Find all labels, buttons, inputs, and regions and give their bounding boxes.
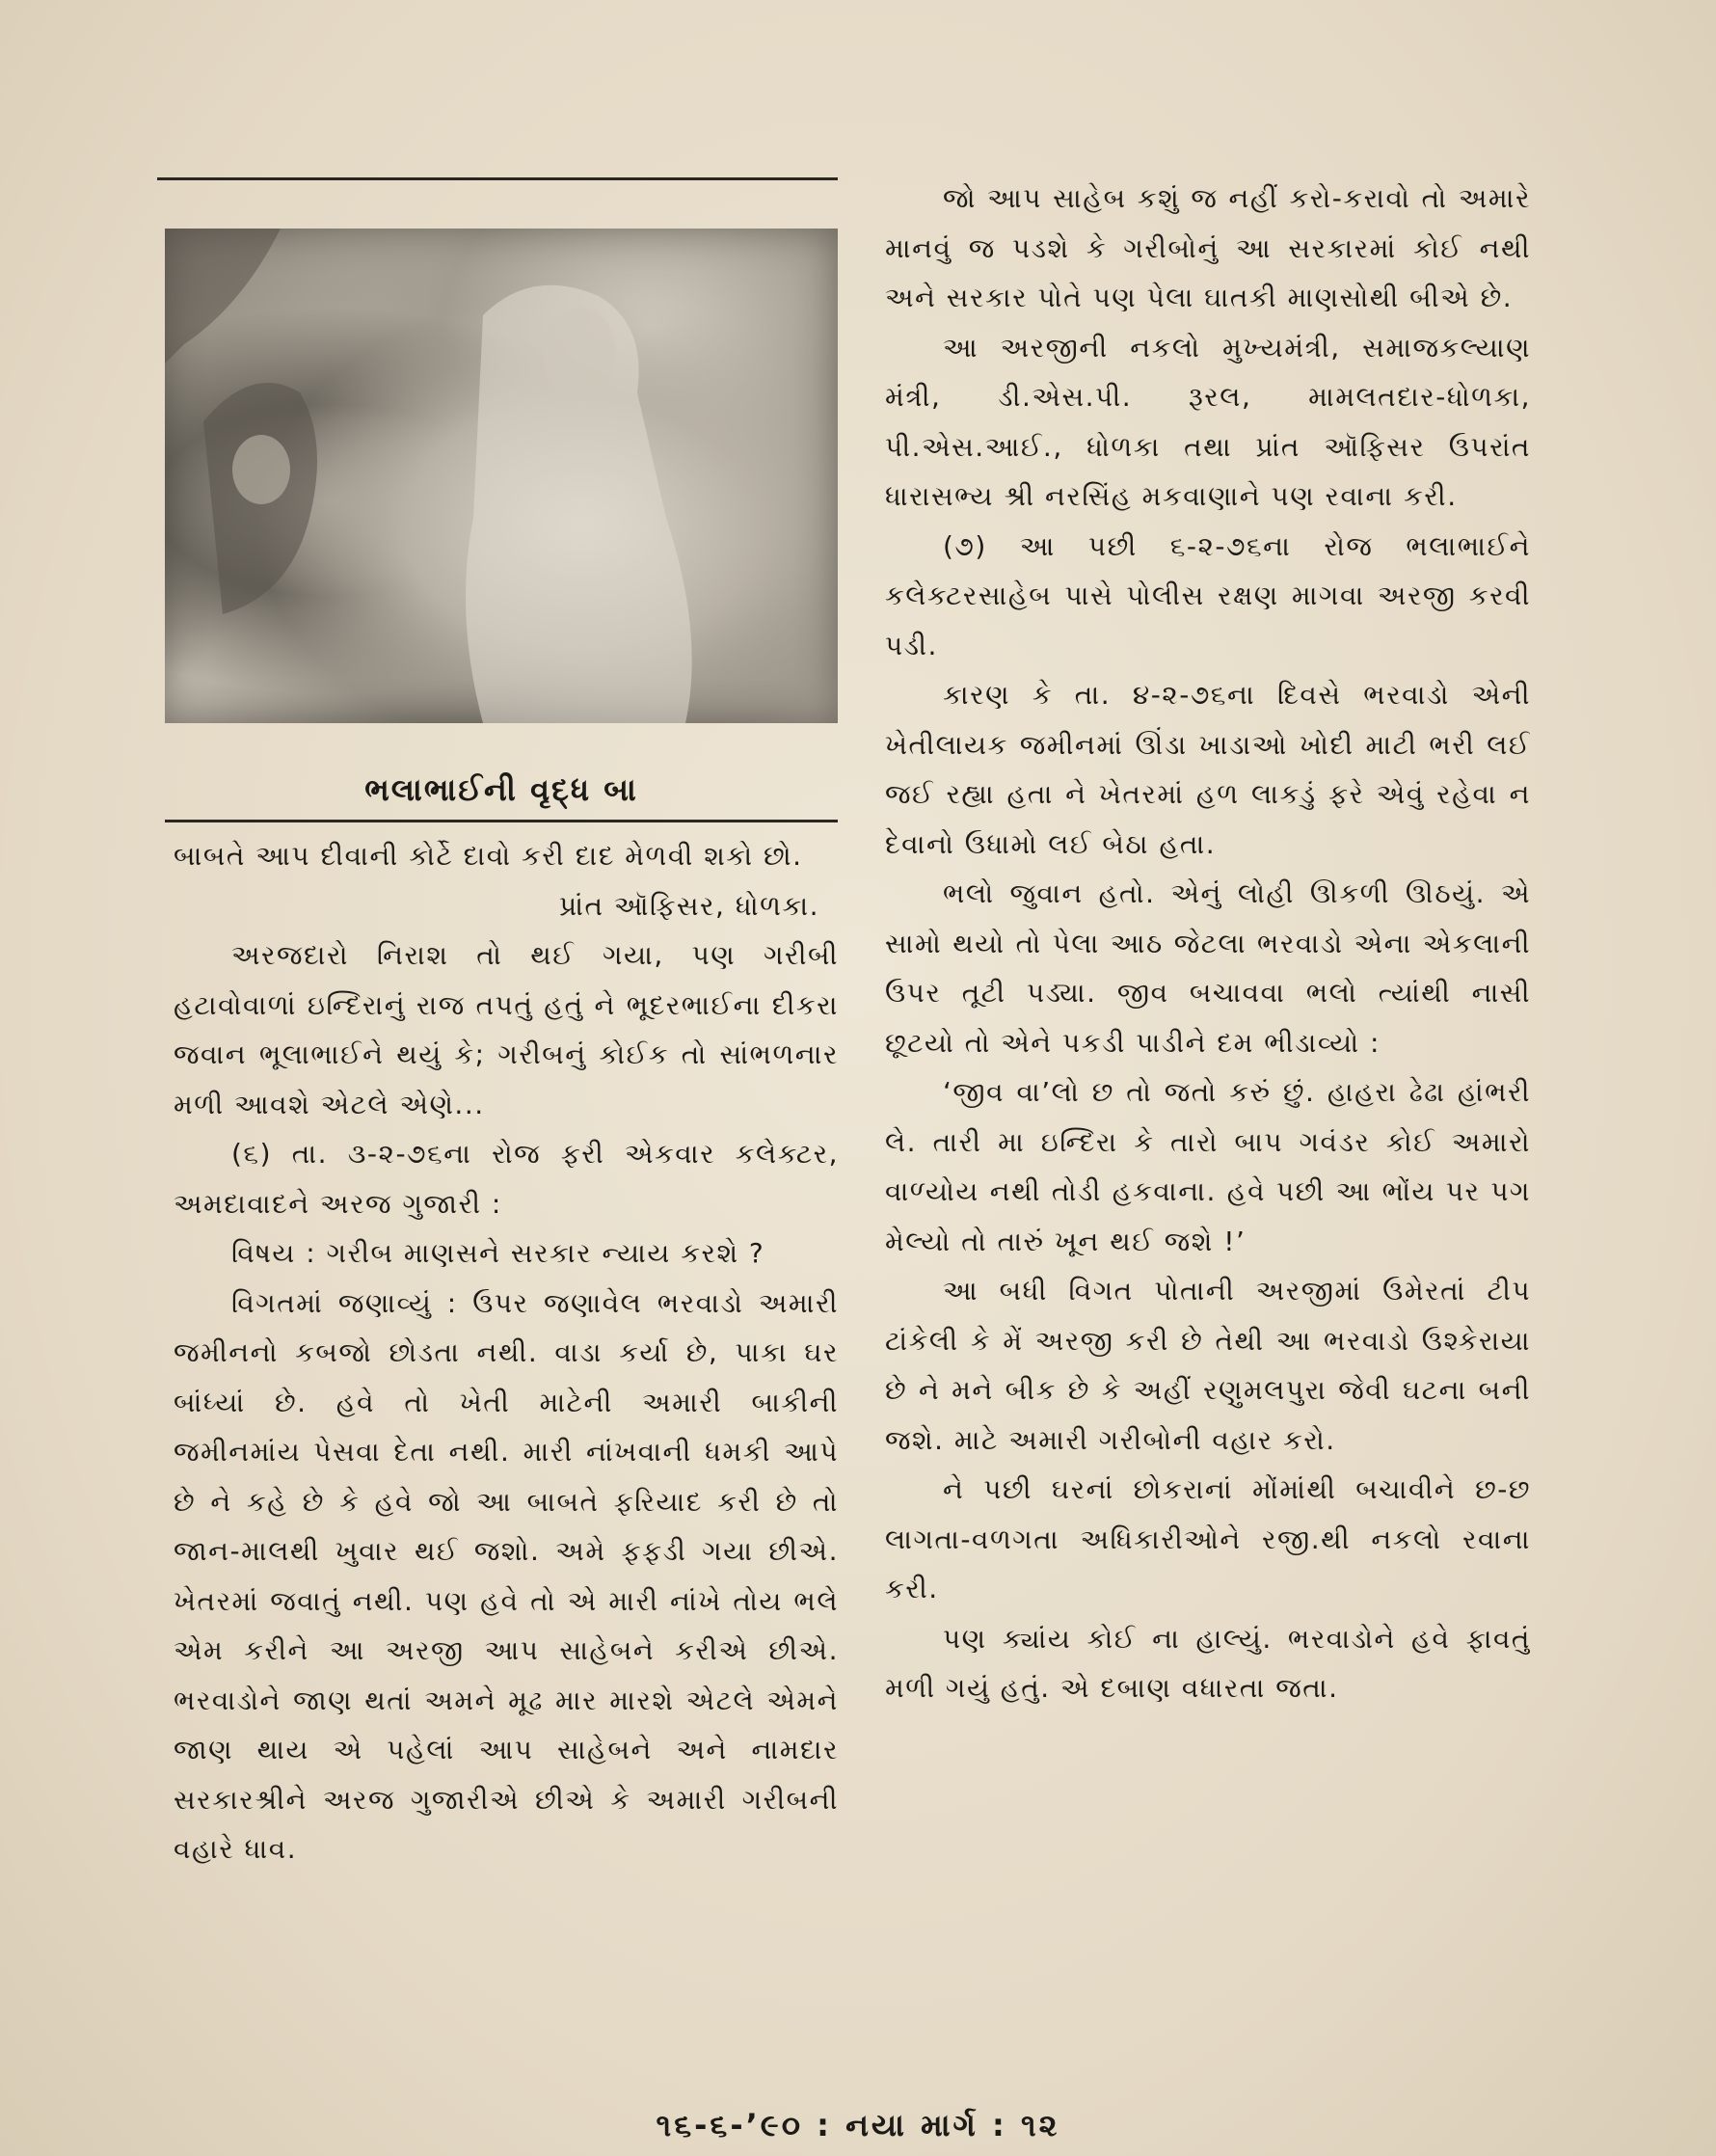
left-column (174, 831, 839, 1874)
top-rule (157, 177, 838, 180)
photo-figure (165, 229, 838, 723)
paragraph: વિગતમાં જણાવ્યું : ઉપર જણાવેલ ભરવાડો અમારી જમીનનો કબજો છોડતા નથી. વાડા કર્યા છે, પાકા ઘર બાંધ્યાં છે. હવે તો ખેતી માટેની અમારી બાકીની જમીનમાંય પેસવા દેતા નથી. મારી નાંખવાની ધમકી આપે છે ને કહે છે કે હવે જો આ બાબતે ફરિયાદ કરી છે તો જાન-માલથી ખુવાર થઈ જશો. અમે ફફડી ગયા છીએ. ખેતરમાં જવાતું નથી. પણ હવે તો એ મારી નાંખે તોય ભલે એમ કરીને આ અરજી આપ સાહેબને કરીએ છીએ. ભરવાડોને જાણ થતાં અમને મૂઢ માર મારશે એટલે એમને જાણ થાય એ પહેલાં આપ સાહેબને અને નામદાર સરકારશ્રીને અરજ ગુજારીએ છીએ કે અમારી ગરીબની વહારે ધાવ. (174, 1286, 839, 1865)
subject-line: વિષય : ગરીબ માણસને સરકાર ન્યાય કરશે ? (231, 1237, 765, 1269)
paragraph: ભલો જુવાન હતો. એનું લોહી ઊકળી ઊઠયું. એ સામો થયો તો પેલા આઠ જેટલા ભરવાડો એના એકલાની ઉપર તૂટી પડ્યા. જીવ બચાવવા ભલો ત્યાંથી નાસી છૂટયો તો એને પકડી પાડીને દમ ભીડાવ્યો : (885, 877, 1531, 1059)
paragraph: પણ ક્યાંય કોઈ ના હાલ્યું. ભરવાડોને હવે ફાવતું મળી ગયું હતું. એ દબાણ વધારતા જતા. (885, 1622, 1531, 1704)
photo-old-woman (165, 229, 838, 723)
paragraph: અરજદારો નિરાશ તો થઈ ગયા, પણ ગરીબી હટાવોવાળાં ઇન્દિરાનું રાજ તપતું હતું ને ભૂદરભાઈના દીકરા જવાન ભૂલાભાઈને થયું કે; ગરીબનું કોઈક તો સાંભળનાર મળી આવશે એટલે એણે... (174, 939, 839, 1120)
signature-line: પ્રાંત ઑફિસર, ધોળકા. (558, 889, 819, 922)
paragraph: કારણ કે તા. ૪-૨-૭૬ના દિવસે ભરવાડો એની ખેતીલાયક જમીનમાં ઊંડા ખાડાઓ ખોદી માટી ભરી લઈ જઈ રહ્યા હતા ને ખેતરમાં હળ લાકડું ફરે એવું રહેવા ન દેવાનો ઉધામો લઈ બેઠા હતા. (885, 679, 1531, 860)
paragraph: ને પછી ઘરનાં છોકરાનાં મોંમાંથી બચાવીને છ-છ લાગતા-વળગતા અધિકારીઓને રજી.થી નકલો રવાના કરી. (885, 1473, 1531, 1604)
paragraph: આ બધી વિગત પોતાની અરજીમાં ઉમેરતાં ટીપ ટાંકેલી કે મેં અરજી કરી છે તેથી આ ભરવાડો ઉશ્કેરાયા છે ને મને બીક છે કે અહીં રણુમલપુરા જેવી ઘટના બની જશે. માટે અમારી ગરીબોની વહાર કરો. (885, 1275, 1531, 1456)
paragraph: બાબતે આપ દીવાની કોર્ટે દાવો કરી દાદ મેળવી શકો છો. (174, 840, 803, 872)
paragraph: આ અરજીની નકલો મુખ્યમંત્રી, સમાજકલ્યાણ મંત્રી, ડી.એસ.પી. રૂરલ, મામલતદાર-ધોળકા, પી.એસ.આઈ., ધોળકા તથા પ્રાંત ઑફિસર ઉપરાંત ધારાસભ્ય શ્રી નરસિંહ મકવાણાને પણ રવાના કરી. (885, 331, 1531, 512)
photo-caption: ભલાભાઈની વૃદ્ધ બા (364, 771, 638, 808)
quote-paragraph: ‘જીવ વા’લો છ તો જતો કરું છું. હાહરા ઢેઢા હાંભરી લે. તારી મા ઇન્દિરા કે તારો બાપ ગવંડર કોઈ અમારો વાળ્યોય નથી તોડી હકવાના. હવે પછી આ ભોંય પર પગ મેલ્યો તો તારું ખૂન થઈ જશે !’ (885, 1076, 1531, 1257)
paragraph: (૭) આ પછી ૬-૨-૭૬ના રોજ ભલાભાઈને કલેક્ટરસાહેબ પાસે પોલીસ રક્ષણ માગવા અરજી કરવી પડી. (885, 529, 1531, 661)
paragraph: જો આપ સાહેબ કશું જ નહીં કરો-કરાવો તો અમારે માનવું જ પડશે કે ગરીબોનું આ સરકારમાં કોઈ નથી અને સરકાર પોતે પણ પેલા ઘાતકી માણસોથી બીએ છે. (885, 182, 1531, 313)
caption-rule (165, 820, 838, 822)
paragraph: (૬) તા. ૩-૨-૭૬ના રોજ ફરી એકવાર કલેક્ટર, અમદાવાદને અરજ ગુજારી : (174, 1138, 839, 1220)
page-footer: ૧૬-૬-’૯૦ : નયા માર્ગ : ૧૨ (656, 2107, 1060, 2143)
right-column (885, 174, 1531, 1713)
